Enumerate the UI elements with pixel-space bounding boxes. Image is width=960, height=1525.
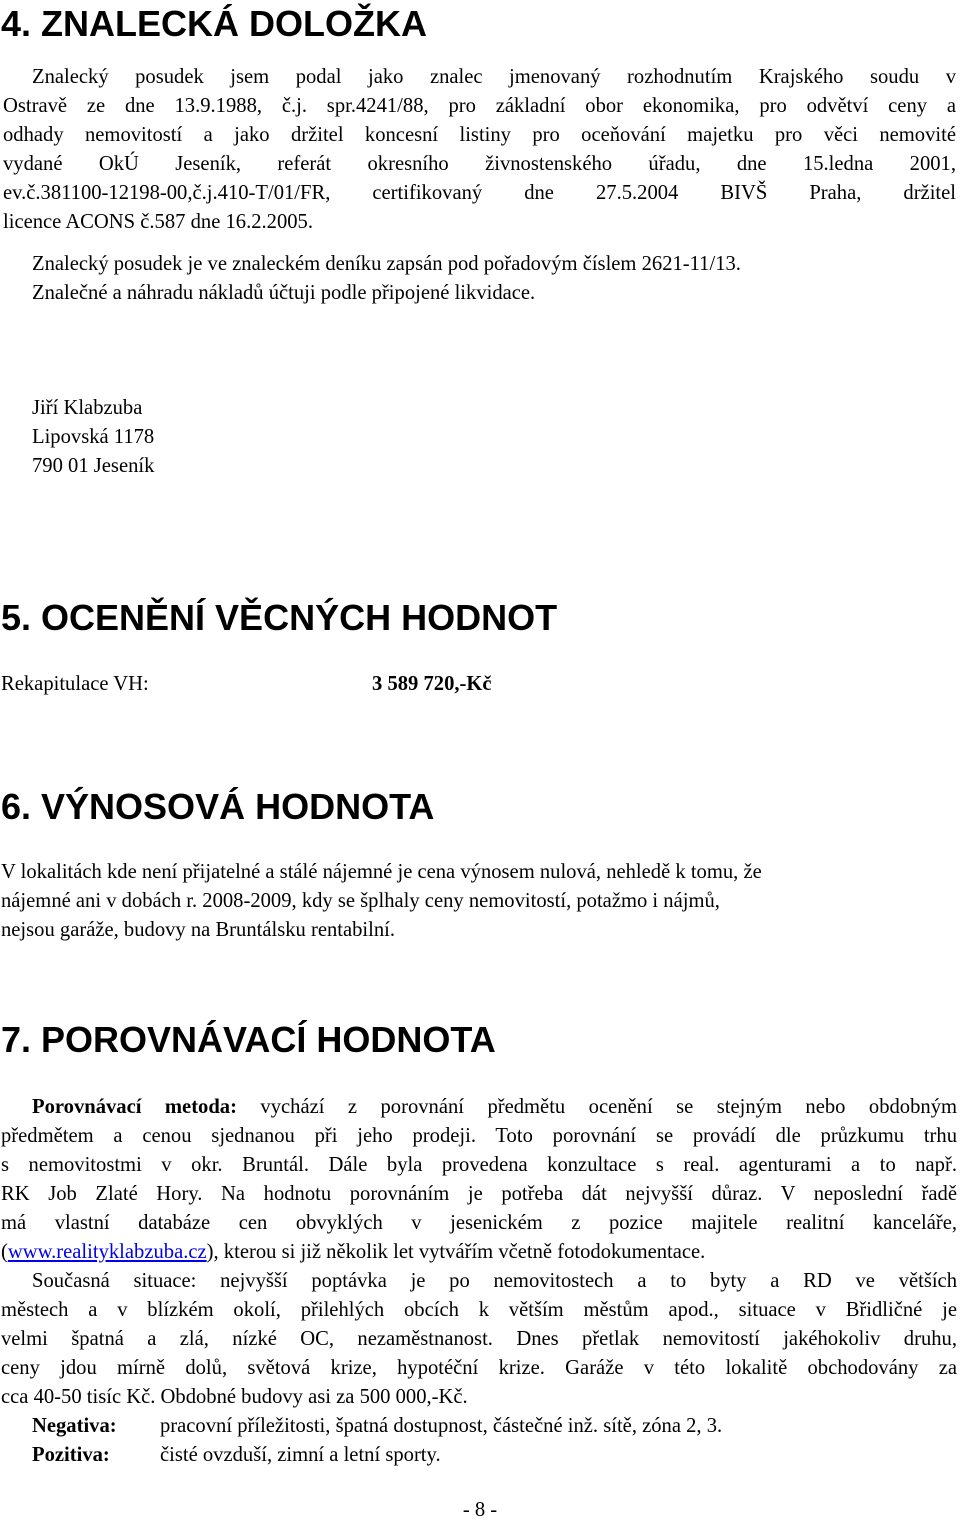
section-heading-income-value: 6. VÝNOSOVÁ HODNOTA [1,786,435,827]
positives-text: čisté ovzduší, zimní a letní sporty. [160,1444,441,1466]
paragraph-line: ev.č.381100-12198-00,č.j.410-T/01/FR, certifikovaný dne 27.5.2004 BIVŠ Praha, držitel [3,182,956,204]
expert-name: Jiří Klabzuba [32,397,143,419]
paragraph-line: má vlastní databáze cen obvyklých v jesenickém z pozice majitele realitní kanceláře, [1,1212,957,1234]
section-heading-material-value: 5. OCENĚNÍ VĚCNÝCH HODNOT [1,597,558,638]
paragraph-line: odhady nemovitostí a jako držitel koncesní listiny pro oceňování majetku pro věci nemovité [3,124,956,146]
method-label: Porovnávací metoda: [32,1096,237,1118]
paragraph-line: licence ACONS č.587 dne 16.2.2005. [3,211,314,233]
paragraph-line: s nemovitostmi v okr. Bruntál. Dále byla provedena konzultace s real. agenturami a to např. [1,1154,957,1176]
paragraph-line: velmi špatná a zlá, nízké OC, nezaměstnanost. Dnes přetlak nemovitostí jakéhokoliv druhu, [1,1328,957,1350]
expert-street: Lipovská 1178 [32,426,155,448]
expert-address [32,394,154,481]
paragraph-line: Znalecký posudek jsem podal jako znalec jmenovaný rozhodnutím Krajského soudu v [32,66,956,88]
section-heading-comparative-value: 7. POROVNÁVACÍ HODNOTA [1,1019,496,1060]
negatives-label: Negativa: [32,1415,117,1437]
recap-label: Rekapitulace VH: [1,673,149,695]
paragraph-line: Ostravě ze dne 13.9.1988, č.j. spr.4241/88, pro základní obor ekonomika, pro odvětví ceny a [3,95,956,117]
paragraph-line: Porovnávací metoda: vychází z porovnání předmětu ocenění se stejným nebo obdobným [32,1096,958,1118]
diary-record-line: Znalecký posudek je ve znaleckém deníku zapsán pod pořadovým číslem 2621-11/13. [32,253,741,275]
expert-clause-paragraph [3,63,956,237]
fee-line: Znalečné a náhradu nákladů účtuji podle připojené likvidace. [32,282,536,304]
current-situation-paragraph [1,1267,957,1412]
positives-row [32,1441,110,1470]
paragraph-line: RK Job Zlaté Hory. Na hodnotu porovnáním je potřeba dát nejvyšší důraz. V neposlední řadě [1,1183,957,1205]
website-link[interactable]: www.realityklabzuba.cz [7,1241,207,1263]
section-heading-expert-clause: 4. ZNALECKÁ DOLOŽKA [1,3,427,44]
paragraph-line: ceny jdou mírně dolů, světová krize, hypotéční krize. Garáže v této lokalitě obchodovány za [1,1357,957,1379]
page-number: - 8 - [462,1499,498,1521]
paragraph-line: vydané OkÚ Jeseník, referát okresního živnostenského úřadu, dne 15.ledna 2001, [3,153,956,175]
negatives-row [32,1412,117,1441]
paragraph-line: městech a v blízkém okolí, přilehlých obcích k větším městům apod., situace v Břidličné je [1,1299,957,1321]
paragraph-line: nájemné ani v dobách r. 2008-2009, kdy se šplhaly ceny nemovitostí, potažmo i nájmů, [1,890,720,912]
expert-city: 790 01 Jeseník [32,455,155,477]
comparative-method-paragraph [1,1093,957,1267]
recap-value: 3 589 720,-Kč [372,673,492,695]
paragraph-line: (www.realityklabzuba.cz), kterou si již několik let vytvářím včetně fotodokumentace. [1,1241,706,1263]
paragraph-line: nejsou garáže, budovy na Bruntálsku rentabilní. [1,919,396,941]
paragraph-line: cca 40-50 tisíc Kč. Obdobné budovy asi za 500 000,-Kč. [1,1386,468,1408]
negatives-text: pracovní příležitosti, špatná dostupnost, částečné inž. sítě, zóna 2, 3. [160,1415,723,1437]
income-value-paragraph [1,858,938,945]
paragraph-line: V lokalitách kde není přijatelné a stálé nájemné je cena výnosem nulová, nehledě k tomu, že [1,861,762,883]
paragraph-line: Současná situace: nejvyšší poptávka je po nemovitostech a to byty a RD ve větších [32,1270,957,1292]
paragraph-line: předmětem a cenou sjednanou při jeho prodeji. Toto porovnání se provádí dle průzkumu trhu [1,1125,957,1147]
positives-label: Pozitiva: [32,1444,110,1466]
